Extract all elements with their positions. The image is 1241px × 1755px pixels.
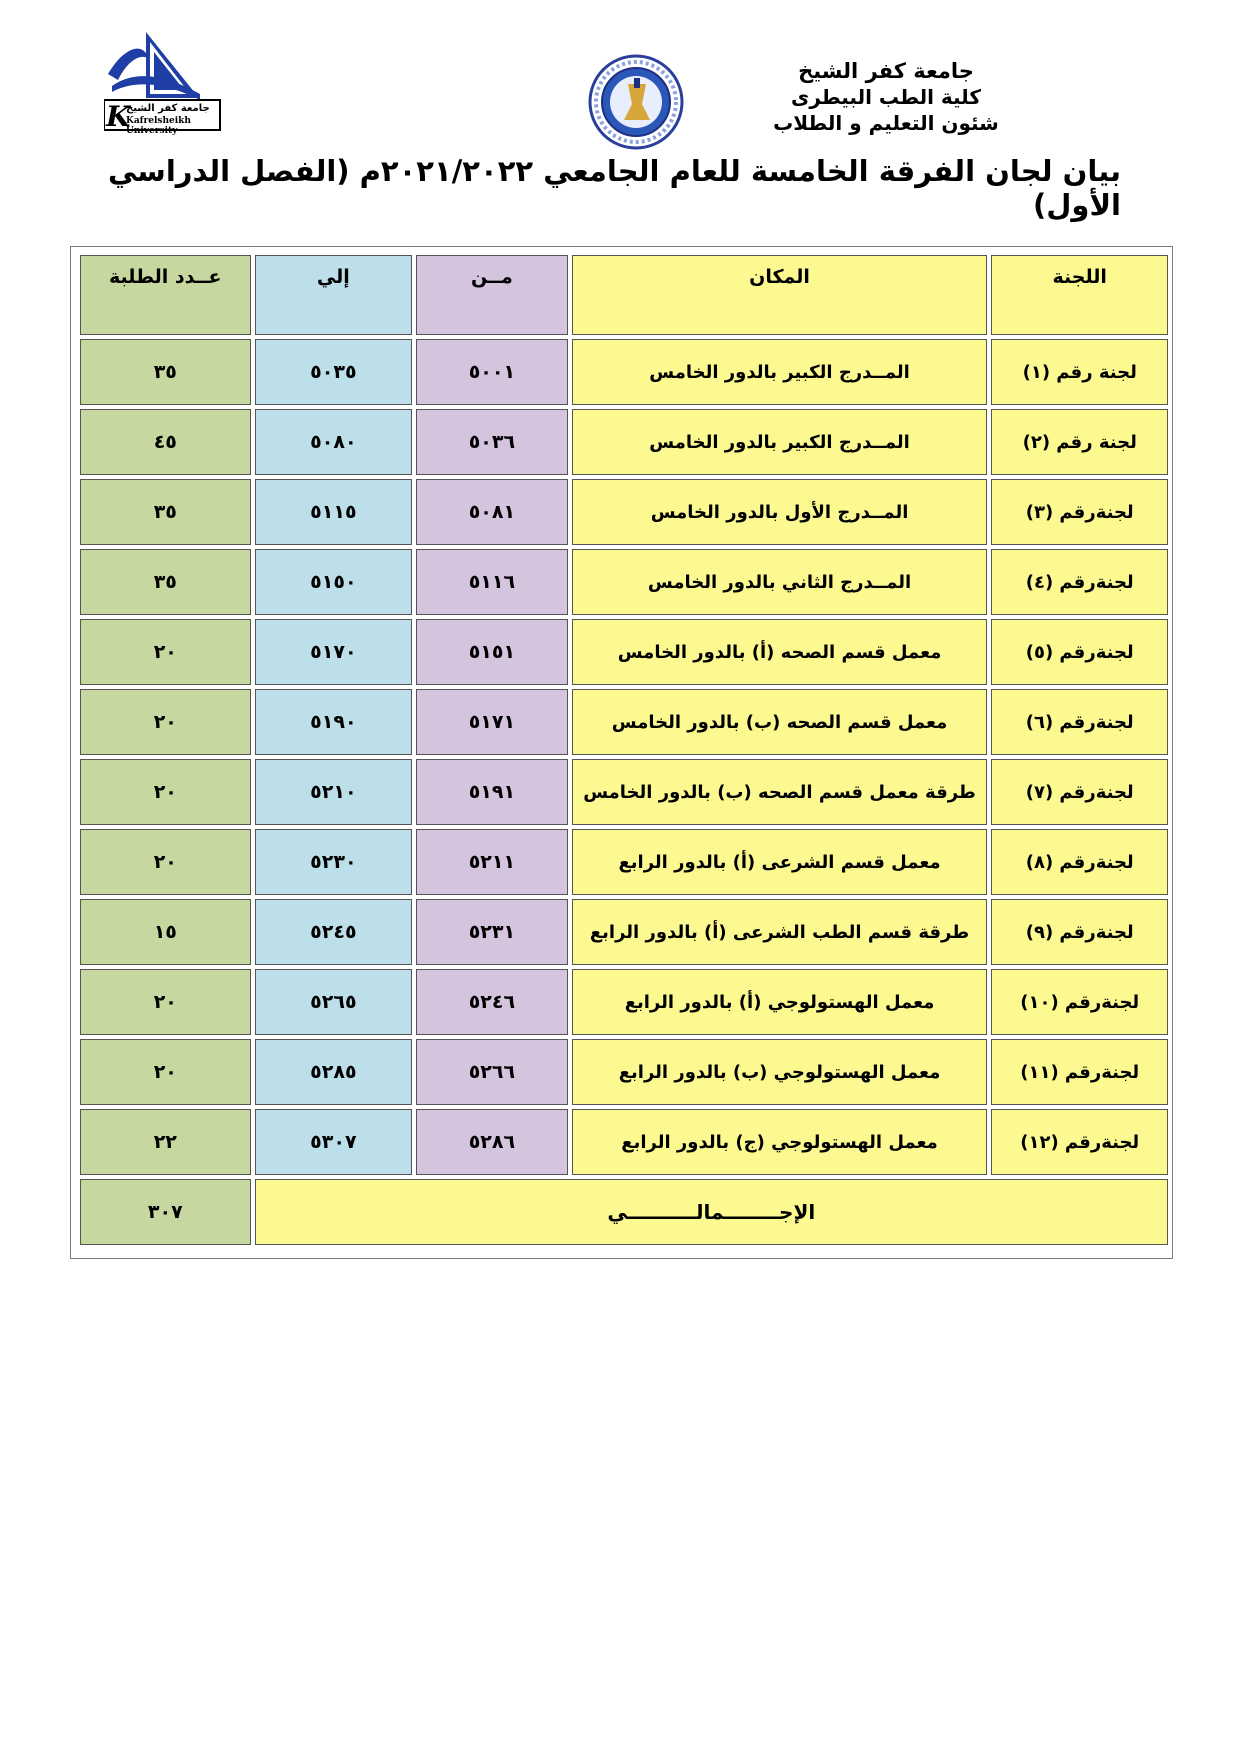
cell-count: ٢٠: [80, 689, 251, 755]
cell-committee: لجنةرقم (٣): [991, 479, 1168, 545]
header-to: إلي: [255, 255, 413, 335]
cell-count: ٢٠: [80, 759, 251, 825]
table-row: [80, 619, 1168, 685]
cell-to: ٥٢٣٠: [255, 829, 413, 895]
department-name: شئون التعليم و الطلاب: [773, 111, 999, 135]
cell-place: المــدرج الثاني بالدور الخامس: [572, 549, 988, 615]
header-from: مــن: [416, 255, 568, 335]
table-row: [80, 969, 1168, 1035]
cell-to: ٥١٥٠: [255, 549, 413, 615]
cell-committee: لجنةرقم (٩): [991, 899, 1168, 965]
cell-from: ٥٢٦٦: [416, 1039, 568, 1105]
cell-place: معمل قسم الشرعى (أ) بالدور الرابع: [572, 829, 988, 895]
table-row: [80, 759, 1168, 825]
institution-header: [736, 58, 1036, 136]
cell-from: ٥٢١١: [416, 829, 568, 895]
cell-from: ٥٢٤٦: [416, 969, 568, 1035]
cell-committee: لجنةرقم (١٠): [991, 969, 1168, 1035]
cell-committee: لجنةرقم (١٢): [991, 1109, 1168, 1175]
table-row: [80, 899, 1168, 965]
total-count: ٣٠٧: [80, 1179, 251, 1245]
page-title: بيان لجان الفرقة الخامسة للعام الجامعي ٢٠٢١/٢٠٢٢م (الفصل الدراسي الأول): [107, 154, 1121, 222]
cell-count: ٢٠: [80, 829, 251, 895]
cell-count: ٣٥: [80, 479, 251, 545]
cell-from: ٥٠٣٦: [416, 409, 568, 475]
cell-place: المــدرج الكبير بالدور الخامس: [572, 339, 988, 405]
kafrelsheikh-university-logo: [104, 28, 228, 136]
cell-place: معمل قسم الصحه (ب) بالدور الخامس: [572, 689, 988, 755]
cell-to: ٥٢١٠: [255, 759, 413, 825]
cell-place: معمل الهستولوجي (أ) بالدور الرابع: [572, 969, 988, 1035]
cell-to: ٥٢٦٥: [255, 969, 413, 1035]
cell-count: ٣٥: [80, 339, 251, 405]
cell-to: ٥٢٤٥: [255, 899, 413, 965]
cell-to: ٥٠٨٠: [255, 409, 413, 475]
cell-place: معمل الهستولوجي (ج) بالدور الرابع: [572, 1109, 988, 1175]
cell-committee: لجنة رقم (١): [991, 339, 1168, 405]
table-row: [80, 1039, 1168, 1105]
table-total-row: [80, 1179, 1168, 1245]
cell-committee: لجنةرقم (٧): [991, 759, 1168, 825]
cell-from: ٥١٩١: [416, 759, 568, 825]
logo-left-text-en: Kafrelsheikh University: [126, 116, 191, 136]
cell-count: ٢٠: [80, 1039, 251, 1105]
committees-table: [76, 251, 1172, 1249]
cell-committee: لجنةرقم (٨): [991, 829, 1168, 895]
cell-from: ٥١٥١: [416, 619, 568, 685]
header-committee: اللجنة: [991, 255, 1168, 335]
cell-from: ٥٢٣١: [416, 899, 568, 965]
cell-to: ٥٣٠٧: [255, 1109, 413, 1175]
cell-count: ٢٠: [80, 969, 251, 1035]
table-row: [80, 479, 1168, 545]
svg-text:K: K: [106, 100, 131, 132]
cell-place: المــدرج الكبير بالدور الخامس: [572, 409, 988, 475]
cell-to: ٥١٧٠: [255, 619, 413, 685]
cell-from: ٥٠٠١: [416, 339, 568, 405]
cell-to: ٥٠٣٥: [255, 339, 413, 405]
naqaae-seal-icon: [588, 54, 684, 150]
cell-from: ٥١٧١: [416, 689, 568, 755]
table-header-row: [80, 255, 1168, 335]
cell-committee: لجنة رقم (٢): [991, 409, 1168, 475]
cell-committee: لجنةرقم (٤): [991, 549, 1168, 615]
cell-from: ٥٠٨١: [416, 479, 568, 545]
cell-from: ٥٢٨٦: [416, 1109, 568, 1175]
header-count: عــدد الطلبة: [80, 255, 251, 335]
header-place: المكان: [572, 255, 988, 335]
table-row: [80, 549, 1168, 615]
cell-to: ٥٢٨٥: [255, 1039, 413, 1105]
cell-to: ٥١٩٠: [255, 689, 413, 755]
cell-committee: لجنةرقم (٦): [991, 689, 1168, 755]
cell-place: معمل قسم الصحه (أ) بالدور الخامس: [572, 619, 988, 685]
faculty-name: كلية الطب البيطرى: [791, 85, 981, 109]
cell-place: طرقة قسم الطب الشرعى (أ) بالدور الرابع: [572, 899, 988, 965]
cell-committee: لجنةرقم (١١): [991, 1039, 1168, 1105]
table-row: [80, 409, 1168, 475]
logo-left-text-ar: جامعة كفر الشيخ: [126, 103, 210, 114]
cell-count: ٣٥: [80, 549, 251, 615]
cell-from: ٥١١٦: [416, 549, 568, 615]
university-name: جامعة كفر الشيخ: [798, 59, 974, 83]
cell-place: المــدرج الأول بالدور الخامس: [572, 479, 988, 545]
cell-place: طرقة معمل قسم الصحه (ب) بالدور الخامس: [572, 759, 988, 825]
cell-count: ١٥: [80, 899, 251, 965]
table-row: [80, 1109, 1168, 1175]
cell-count: ٢٠: [80, 619, 251, 685]
cell-to: ٥١١٥: [255, 479, 413, 545]
cell-count: ٢٢: [80, 1109, 251, 1175]
table-row: [80, 339, 1168, 405]
cell-committee: لجنةرقم (٥): [991, 619, 1168, 685]
cell-place: معمل الهستولوجي (ب) بالدور الرابع: [572, 1039, 988, 1105]
total-label: الإجــــــــمالــــــــــي: [255, 1179, 1168, 1245]
cell-count: ٤٥: [80, 409, 251, 475]
table-row: [80, 689, 1168, 755]
committees-table-frame: [70, 246, 1173, 1259]
table-row: [80, 829, 1168, 895]
